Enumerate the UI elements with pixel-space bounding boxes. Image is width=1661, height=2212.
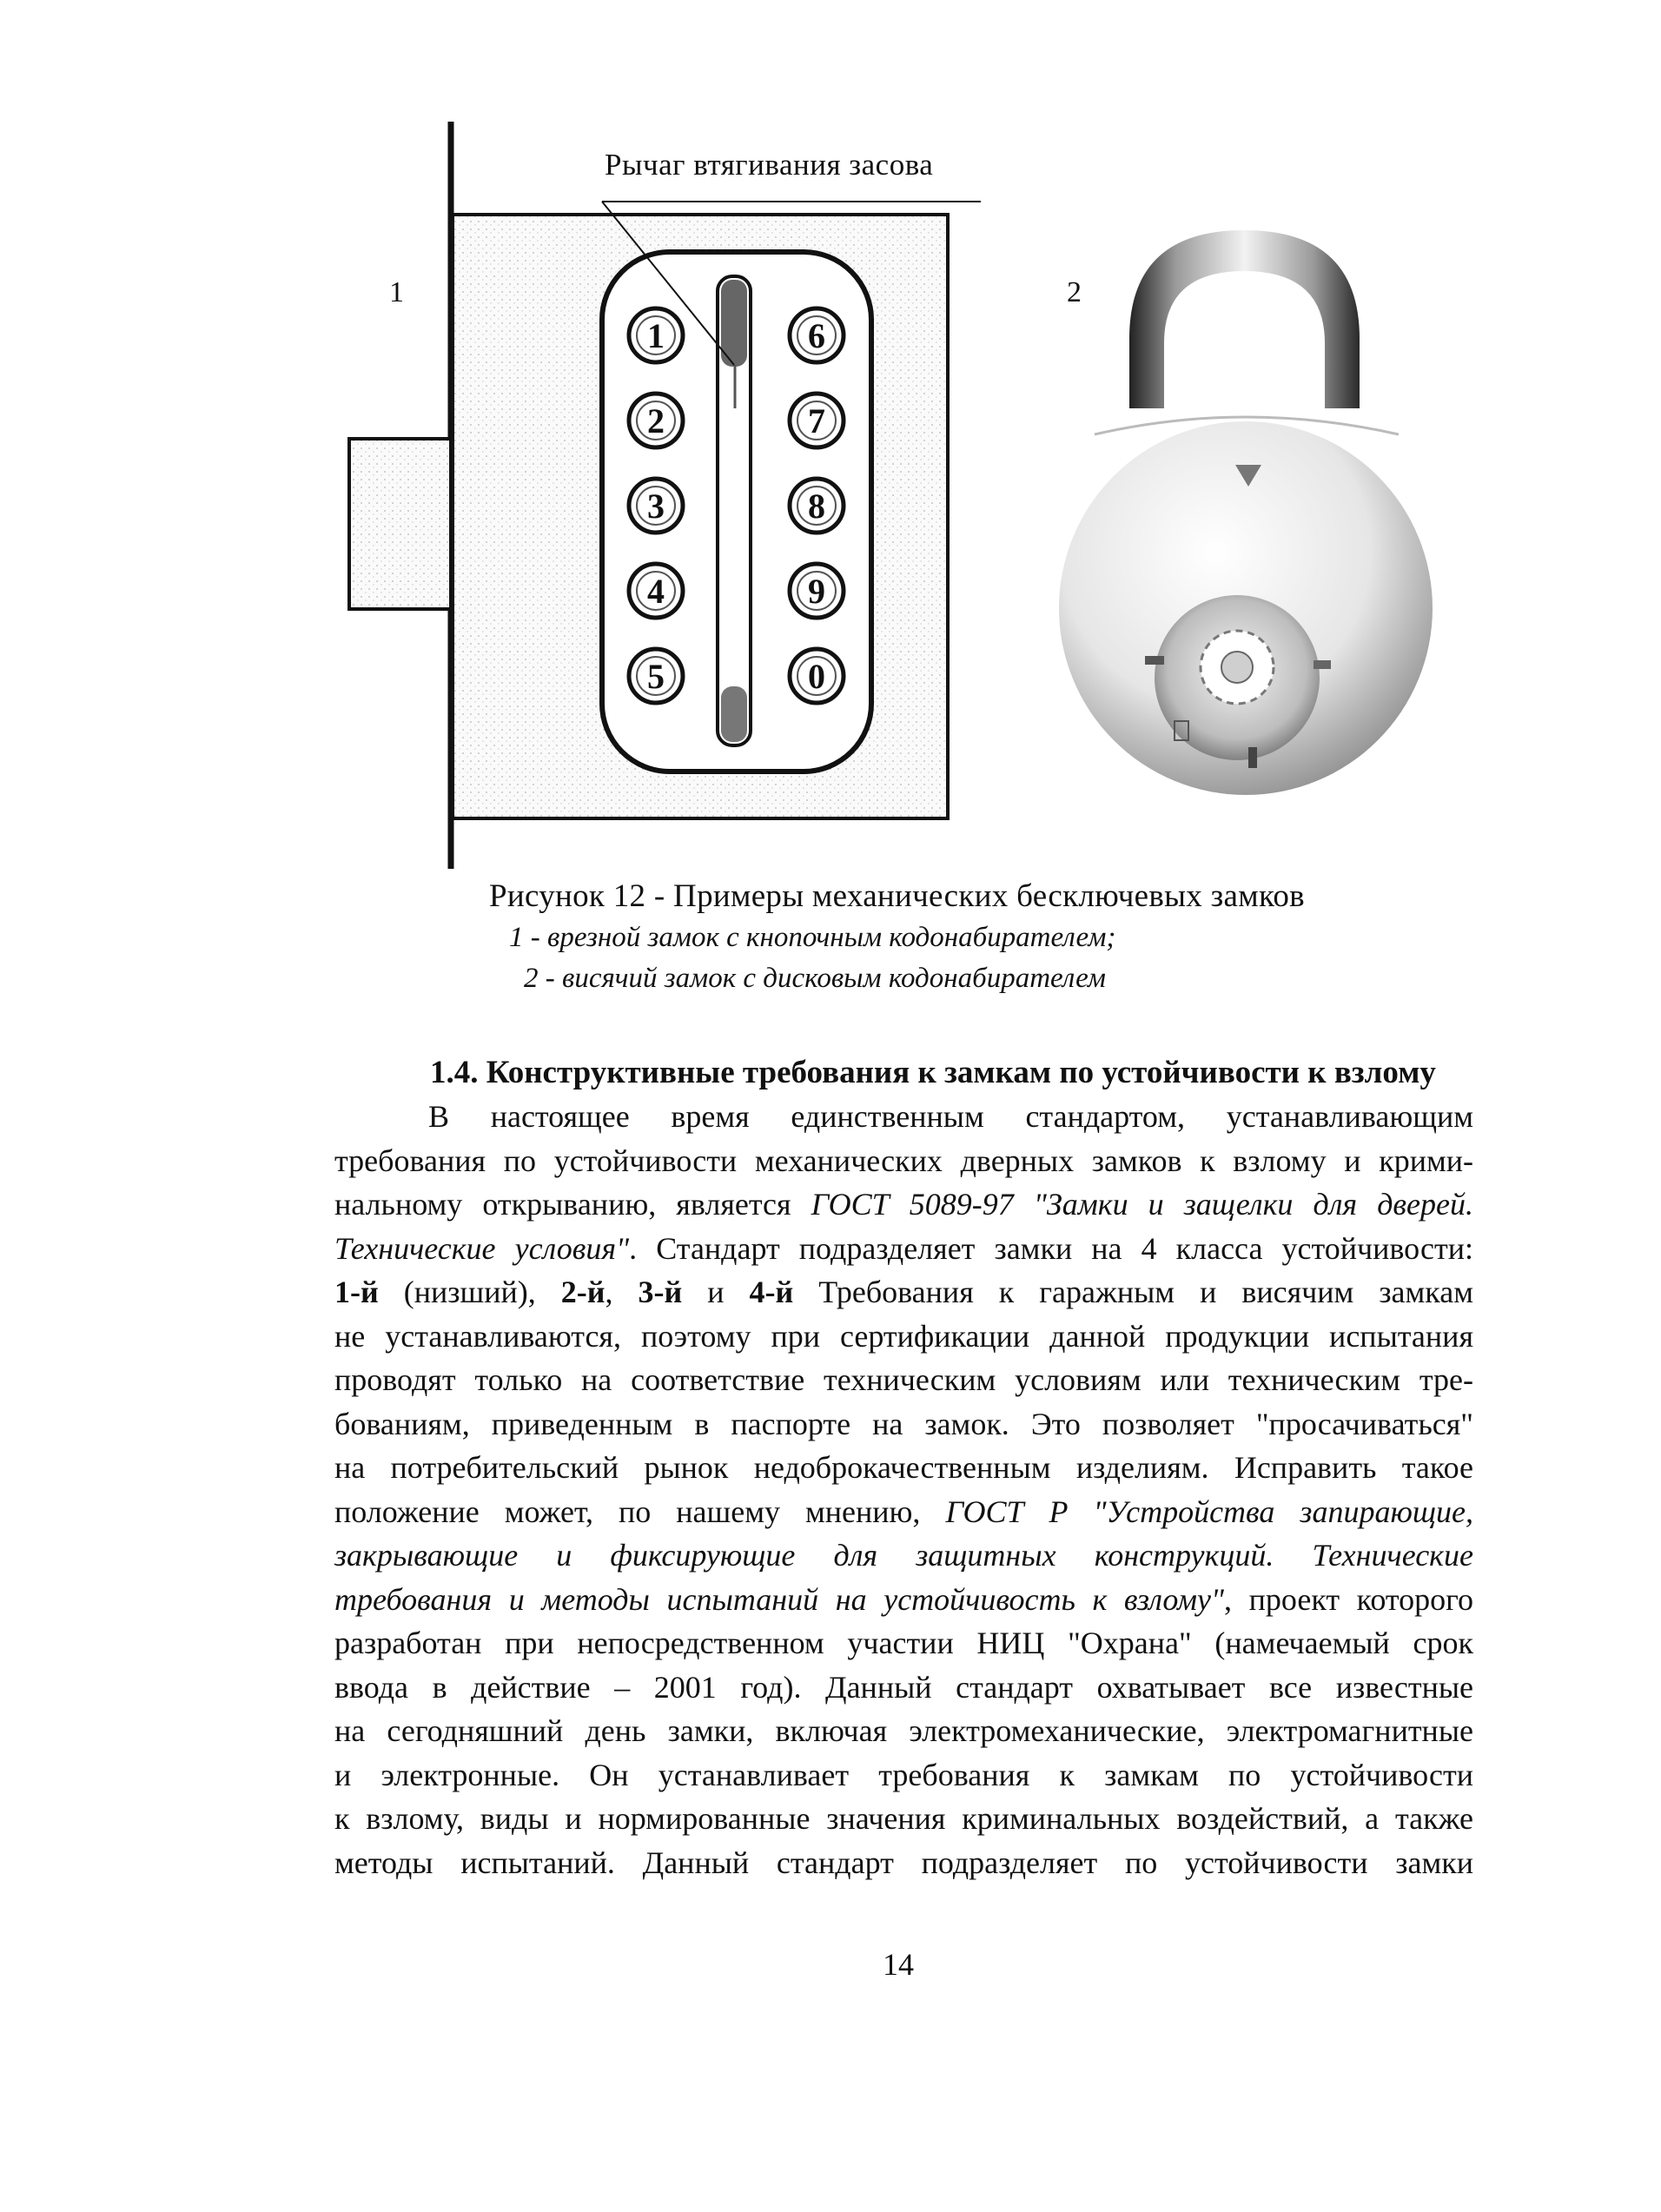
caption-item-2: 2 - висячий замок с дисковым кодонабирателем: [524, 963, 1106, 994]
standard-reference: требования и методы испытаний на устойчивость к взлому": [334, 1581, 1225, 1617]
keypad-button-3: [629, 479, 683, 533]
text-run: не устанавливаются, поэтому при сертификации данной продукции испытания: [334, 1318, 1473, 1354]
text-run: положение может, по нашему мнению,: [334, 1493, 946, 1529]
text-line: [334, 1753, 1473, 1798]
text-run: ,: [605, 1275, 639, 1309]
text-run: ввода в действие – 2001 год). Данный стандарт охватывает все известные: [334, 1669, 1473, 1705]
keypad-button-6: [790, 308, 844, 362]
lever-label: Рычаг втягивания засова: [605, 148, 934, 182]
keypad-button-4: [629, 564, 683, 618]
keypad-digit: 6: [808, 316, 825, 355]
text-line: [334, 1533, 1473, 1578]
standard-reference: закрывающие и фиксирующие для защитных конструкций. Технические: [334, 1538, 1473, 1573]
keypad-button-8: [790, 479, 844, 533]
keypad-button-0: [790, 649, 844, 703]
text-run: нальному открыванию, является: [334, 1187, 811, 1222]
text-line: [334, 1358, 1473, 1402]
keypad-digit: 5: [647, 657, 665, 696]
text-run: и: [682, 1275, 750, 1309]
text-line: [334, 1227, 1473, 1271]
text-line: [334, 1270, 1473, 1315]
text-run: на потребительский рынок недоброкачественным изделиям. Исправить такое: [334, 1450, 1473, 1485]
text-run: проводят только на соответствие техническим условиям или техническим тре-: [334, 1362, 1473, 1397]
keypad-button-1: [629, 308, 683, 362]
text-line: [334, 1490, 1473, 1534]
keypad-digit: 1: [647, 316, 665, 355]
keypad-button-7: [790, 394, 844, 447]
padlock: [1059, 230, 1433, 795]
page-number: 14: [883, 1947, 914, 1982]
keypad-button-5: [629, 649, 683, 703]
text-run: Требования к гаражным и висячим замкам: [793, 1275, 1474, 1309]
text-line: [334, 1446, 1473, 1490]
text-run: . Стандарт подразделяет замки на 4 класса устойчивости:: [629, 1230, 1473, 1266]
keypad-digit: 0: [808, 657, 825, 696]
class-label: 2-й: [560, 1275, 606, 1309]
figure-label-1: 1: [389, 276, 404, 308]
text-line: [334, 1666, 1473, 1710]
text-run: требования по устойчивости механических дверных замков к взлому и крими-: [334, 1142, 1473, 1178]
class-label: 4-й: [749, 1275, 794, 1309]
text-run: к взлому, виды и нормированные значения криминальных воздействий, а также: [334, 1801, 1473, 1836]
text-line: [334, 1621, 1473, 1666]
text-line: [334, 1315, 1473, 1359]
keypad-digit: 3: [647, 487, 665, 526]
text-run: и электронные. Он устанавливает требования к замкам по устойчивости: [334, 1757, 1473, 1792]
keypad-digit: 4: [647, 572, 665, 611]
text-line: [334, 1841, 1473, 1885]
text-run: (низший),: [378, 1275, 561, 1309]
standard-reference: ГОСТ Р "Устройства запирающие,: [945, 1493, 1474, 1529]
text-line: [334, 1182, 1473, 1227]
keypad-button-2: [629, 394, 683, 447]
text-run: разработан при непосредственном участии НИЦ "Охрана" (намечаемый срок: [334, 1626, 1473, 1660]
keypad-digit: 8: [808, 487, 825, 526]
keypad-digit: 9: [808, 572, 825, 611]
body-paragraph: [334, 1095, 1473, 1884]
text-line: [334, 1139, 1473, 1183]
keypad-button-9: [790, 564, 844, 618]
text-line: [334, 1709, 1473, 1753]
text-line: [334, 1578, 1473, 1622]
keypad-digit: 2: [647, 401, 665, 440]
figure-illustration: [0, 0, 1661, 869]
class-label: 3-й: [638, 1275, 683, 1309]
text-line: [334, 1797, 1473, 1841]
section-heading: 1.4. Конструктивные требования к замкам по устойчивости к взлому: [430, 1055, 1436, 1090]
text-line: [334, 1095, 1473, 1139]
keypad-digit: 7: [808, 401, 825, 440]
text-run: методы испытаний. Данный стандарт подразделяет по устойчивости замки: [334, 1844, 1473, 1880]
class-label: 1-й: [334, 1275, 379, 1309]
caption-item-1: 1 - врезной замок с кнопочным кодонабирателем;: [509, 922, 1116, 953]
figure-12: [0, 0, 1661, 869]
text-run: на сегодняшний день замки, включая электромеханические, электромагнитные: [334, 1713, 1473, 1748]
standard-reference: Технические условия": [334, 1230, 630, 1266]
text-run: В настоящее время единственным стандартом, устанавливающим: [428, 1099, 1473, 1134]
caption-title: Рисунок 12 - Примеры механических бесключевых замков: [489, 878, 1305, 914]
figure-label-2: 2: [1067, 276, 1082, 308]
text-run: бованиям, приведенным в паспорте на замок. Это позволяет "просачиваться": [334, 1406, 1473, 1441]
text-run: , проект которого: [1224, 1581, 1473, 1617]
text-line: [334, 1402, 1473, 1447]
standard-reference: ГОСТ 5089-97 "Замки и защелки для дверей.: [811, 1187, 1473, 1222]
